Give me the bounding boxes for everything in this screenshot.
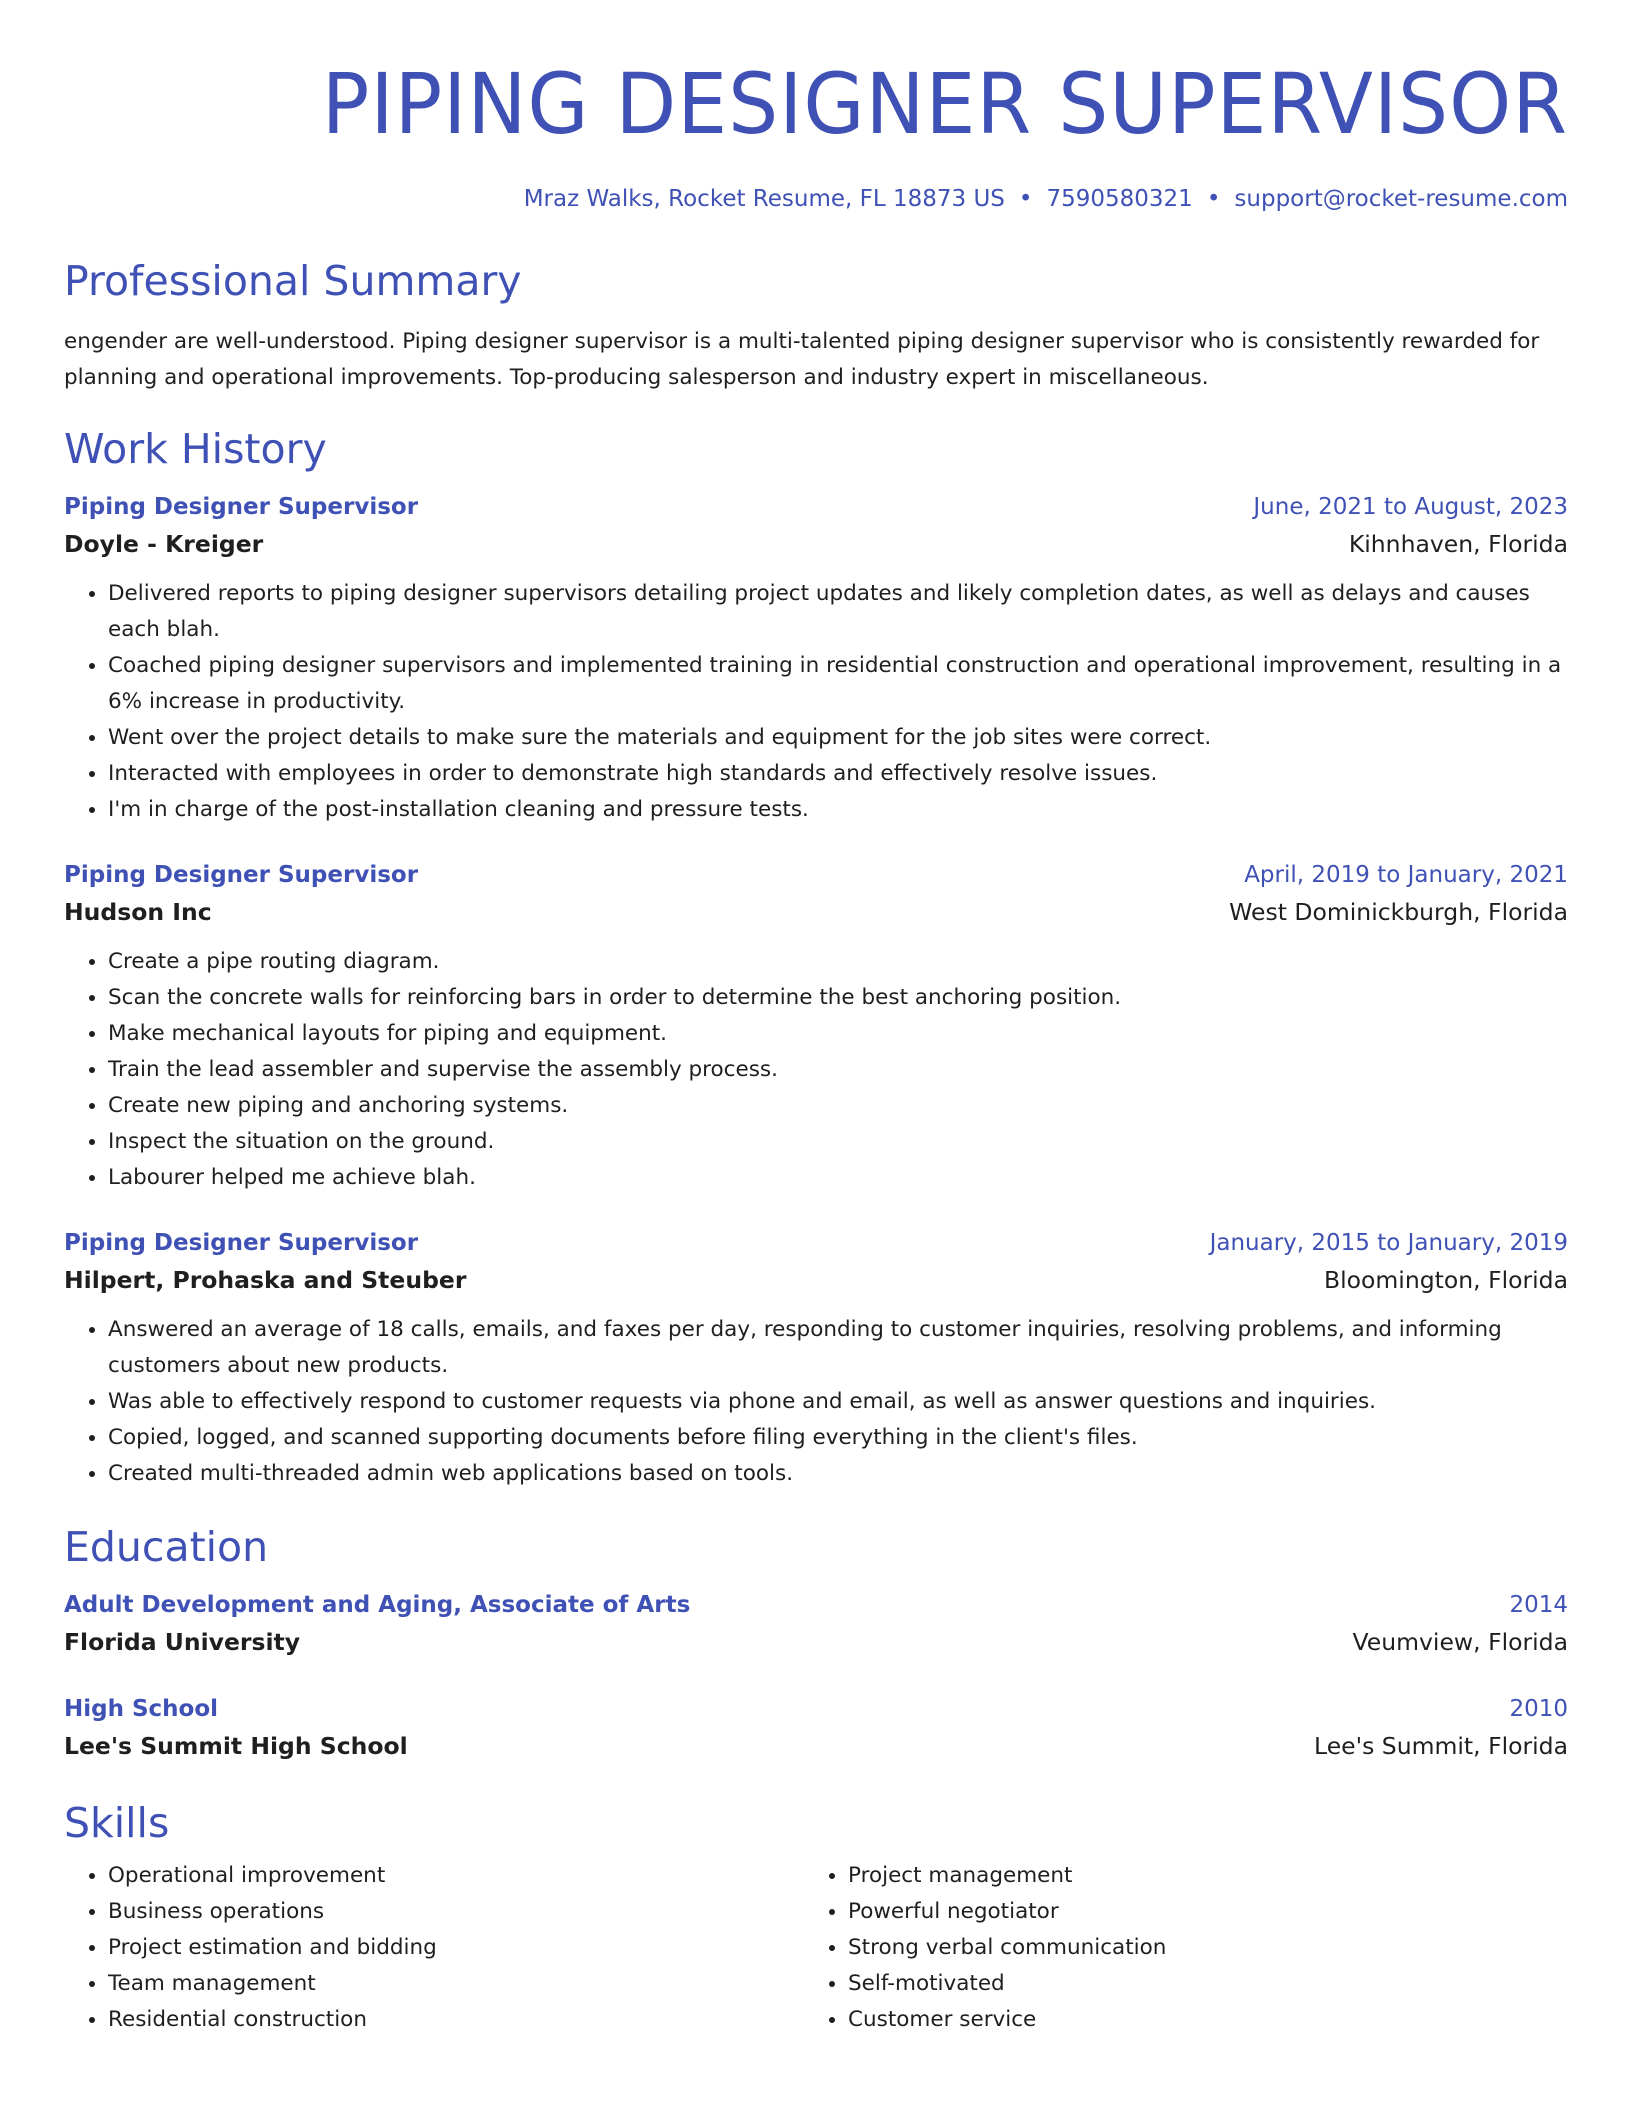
job-bullet: • Answered an average of 18 calls, emails, and faxes per day, responding to customer inquiries, resolving problems, and informing customers about new products.	[108, 1312, 1568, 1384]
graduation-year: 2014	[1509, 1592, 1568, 1618]
school-name: Florida University	[64, 1628, 301, 1656]
company-name: Hilpert, Prohaska and Steuber	[64, 1266, 467, 1294]
graduation-year: 2010	[1509, 1696, 1568, 1722]
skills-column-right	[804, 1858, 1544, 2038]
skills-column-left	[64, 1858, 804, 2038]
summary-heading: Professional Summary	[64, 257, 522, 305]
skill-item: • Operational improvement	[108, 1858, 804, 1894]
job-bullets	[64, 944, 1568, 1196]
job-title: Piping Designer Supervisor	[64, 862, 419, 888]
school-location: Lee's Summit, Florida	[1314, 1732, 1568, 1760]
job-bullet: • I'm in charge of the post-installation cleaning and pressure tests.	[108, 792, 1568, 828]
job-dates: January, 2015 to January, 2019	[1209, 1230, 1568, 1256]
job-bullet: • Interacted with employees in order to demonstrate high standards and effectively resolve issues.	[108, 756, 1568, 792]
skill-item: • Strong verbal communication	[848, 1930, 1544, 1966]
job-bullet: • Scan the concrete walls for reinforcing bars in order to determine the best anchoring position.	[108, 980, 1568, 1016]
work-entry	[64, 858, 1568, 1196]
skill-item: • Residential construction	[108, 2002, 804, 2038]
job-title: Piping Designer Supervisor	[64, 494, 419, 520]
summary-text: engender are well-understood. Piping designer supervisor is a multi-talented piping designer supervisor who is consistently rewarded for planning and operational improvements. Top-producing salesperson and industry expert in miscellaneous.	[64, 329, 1540, 390]
degree-title: Adult Development and Aging, Associate of Arts	[64, 1592, 691, 1618]
school-name: Lee's Summit High School	[64, 1732, 408, 1760]
job-bullets	[64, 1312, 1568, 1492]
job-bullet: • Create new piping and anchoring systems.	[108, 1088, 1568, 1124]
skill-item: • Powerful negotiator	[848, 1894, 1544, 1930]
skill-item: • Business operations	[108, 1894, 804, 1930]
job-dates: April, 2019 to January, 2021	[1244, 862, 1568, 888]
contact-line	[64, 184, 1568, 214]
job-bullet: • Labourer helped me achieve blah.	[108, 1160, 1568, 1196]
job-location: Bloomington, Florida	[1324, 1266, 1568, 1294]
job-bullet: • Created multi-threaded admin web applications based on tools.	[108, 1456, 1568, 1492]
job-bullet: • Create a pipe routing diagram.	[108, 944, 1568, 980]
company-name: Hudson Inc	[64, 898, 212, 926]
job-title: Piping Designer Supervisor	[64, 1230, 419, 1256]
job-location: West Dominickburgh, Florida	[1229, 898, 1568, 926]
work-history-heading: Work History	[64, 425, 327, 473]
skill-item: • Customer service	[848, 2002, 1544, 2038]
resume-header	[64, 0, 1568, 214]
skill-item: • Team management	[108, 1966, 804, 2002]
skill-item: • Project estimation and bidding	[108, 1930, 804, 1966]
job-bullets	[64, 576, 1568, 828]
job-bullet: • Delivered reports to piping designer supervisors detailing project updates and likely completion dates, as well as delays and causes each blah.	[108, 576, 1568, 648]
contact-email[interactable]: support@rocket-resume.com	[1234, 186, 1568, 212]
job-bullet: • Went over the project details to make sure the materials and equipment for the job sites were correct.	[108, 720, 1568, 756]
skill-item: • Self-motivated	[848, 1966, 1544, 2002]
work-entry	[64, 1226, 1568, 1492]
job-bullet: • Make mechanical layouts for piping and equipment.	[108, 1016, 1568, 1052]
job-dates: June, 2021 to August, 2023	[1253, 494, 1568, 520]
job-bullet: • Coached piping designer supervisors and implemented training in residential construction and operational improvement, resulting in a 6% increase in productivity.	[108, 648, 1568, 720]
education-entry	[64, 1692, 1568, 1766]
skills-list	[64, 1858, 1568, 2038]
job-bullet: • Copied, logged, and scanned supporting documents before filing everything in the client's files.	[108, 1420, 1568, 1456]
school-location: Veumview, Florida	[1352, 1628, 1568, 1656]
job-bullet: • Was able to effectively respond to customer requests via phone and email, as well as answer questions and inquiries.	[108, 1384, 1568, 1420]
company-name: Doyle - Kreiger	[64, 530, 264, 558]
resume-name: PIPING DESIGNER SUPERVISOR	[321, 55, 1569, 153]
job-bullet: • Train the lead assembler and supervise the assembly process.	[108, 1052, 1568, 1088]
contact-phone: 7590580321	[1046, 186, 1193, 212]
education-entry	[64, 1588, 1568, 1662]
skill-item: • Project management	[848, 1858, 1544, 1894]
job-location: Kihnhaven, Florida	[1348, 530, 1568, 558]
degree-title: High School	[64, 1696, 219, 1722]
job-bullet: • Inspect the situation on the ground.	[108, 1124, 1568, 1160]
education-heading: Education	[64, 1523, 269, 1571]
work-entry	[64, 490, 1568, 828]
contact-separator: •	[1018, 186, 1033, 212]
contact-separator: •	[1206, 186, 1221, 212]
contact-address: Mraz Walks, Rocket Resume, FL 18873 US	[523, 186, 1005, 212]
skills-heading: Skills	[64, 1799, 170, 1847]
